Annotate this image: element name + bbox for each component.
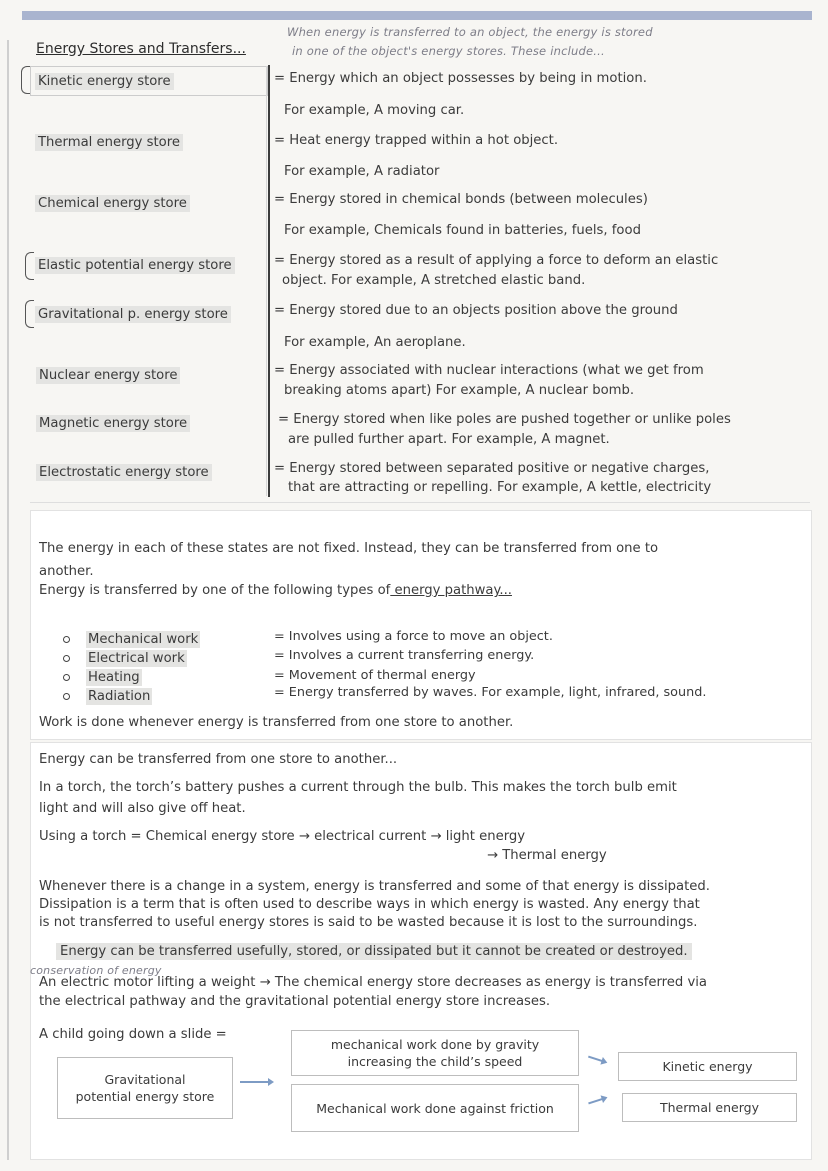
store-definition: = Energy stored when like poles are pushed together or unlike poles	[278, 412, 731, 427]
store-name: Thermal energy store	[35, 134, 183, 151]
store-example: are pulled further apart. For example, A magnet.	[288, 432, 610, 447]
handwritten-note-line1: When energy is transferred to an object, the energy is stored	[287, 25, 653, 39]
torch-line1: In a torch, the torch’s battery pushes a current through the bulb. This makes the torch bulb emit	[39, 780, 677, 795]
friction-work-text: Mechanical work done against friction	[316, 1100, 554, 1116]
store-example: object. For example, A stretched elastic band.	[282, 273, 586, 288]
table-divider	[268, 65, 270, 497]
store-definition: = Energy which an object possesses by being in motion.	[274, 71, 647, 86]
store-name: Elastic potential energy store	[35, 257, 235, 274]
store-definition: = Energy stored as a result of applying a force to deform an elastic	[274, 253, 719, 268]
dissipation-line3: is not transferred to useful energy stores is said to be wasted because it is lost to the surroundings.	[39, 915, 698, 930]
slide-label: A child going down a slide =	[39, 1027, 227, 1042]
transfer-paragraph-line2: another.	[39, 564, 94, 579]
pathway-name: Heating	[88, 670, 140, 685]
examples-intro: Energy can be transferred from one store to another...	[39, 752, 398, 767]
store-name: Nuclear energy store	[36, 367, 180, 384]
store-definition: = Energy associated with nuclear interactions (what we get from	[274, 363, 704, 378]
conservation-law: Energy can be transferred usefully, stored, or dissipated but it cannot be created or destroyed.	[56, 943, 692, 960]
bullet-icon	[63, 655, 70, 662]
store-definition: = Heat energy trapped within a hot object.	[274, 133, 559, 148]
store-example: For example, A moving car.	[284, 103, 465, 118]
transfer-paragraph-line1: The energy in each of these states are not fixed. Instead, they can be transferred from one to	[39, 541, 659, 556]
dissipation-line1: Whenever there is a change in a system, energy is transferred and some of that energy is dissipated.	[39, 879, 710, 894]
gpe-store-box	[57, 1057, 233, 1119]
arrow-icon	[240, 1081, 270, 1083]
pathway-desc: = Energy transferred by waves. For example, light, infrared, sound.	[274, 685, 707, 700]
kinetic-energy-box	[618, 1052, 797, 1081]
mechanical-gravity-line1: mechanical work done by gravity	[330, 1037, 540, 1052]
store-example: that are attracting or repelling. For example, A kettle, electricity	[288, 480, 712, 495]
gpe-store-line2: potential energy store	[75, 1089, 215, 1104]
store-example: For example, An aeroplane.	[284, 335, 466, 350]
pathway-desc: = Movement of thermal energy	[274, 668, 476, 683]
store-name: Kinetic energy store	[35, 73, 174, 90]
torch-energy-chain-thermal: → Thermal energy	[487, 848, 607, 863]
mechanical-gravity-line2: increasing the child’s speed	[347, 1054, 523, 1069]
page-title: Energy Stores and Transfers...	[36, 41, 246, 57]
mechanical-work-gravity-box	[291, 1030, 579, 1076]
work-done-statement: Work is done whenever energy is transferred from one store to another.	[39, 715, 514, 730]
motor-line1: An electric motor lifting a weight → The chemical energy store decreases as energy is transferred via	[39, 975, 707, 990]
store-name: Electrostatic energy store	[36, 464, 212, 481]
torch-line2: light and will also give off heat.	[39, 801, 246, 816]
pathway-name: Electrical work	[88, 651, 185, 666]
bracket-mark	[21, 66, 30, 94]
friction-work-box	[291, 1084, 579, 1132]
bullet-icon	[63, 693, 70, 700]
store-name: Magnetic energy store	[36, 415, 190, 432]
header-bar	[22, 11, 812, 20]
pathway-link-text: energy pathway...	[390, 583, 512, 598]
kinetic-energy-text: Kinetic energy	[662, 1059, 753, 1074]
torch-energy-chain: Using a torch = Chemical energy store → electrical current → light energy	[39, 829, 526, 844]
pathway-name: Mechanical work	[88, 632, 199, 647]
conservation-handnote: conservation of energy	[30, 964, 162, 977]
pathway-name: Radiation	[88, 689, 151, 704]
store-example: For example, Chemicals found in batteries, fuels, food	[284, 223, 641, 238]
pathway-desc: = Involves using a force to move an object.	[274, 629, 553, 644]
bullet-icon	[63, 636, 70, 643]
store-definition: = Energy stored between separated positive or negative charges,	[274, 461, 710, 476]
pathway-intro-text: Energy is transferred by one of the following types of	[39, 583, 391, 598]
gpe-store-line1: Gravitational	[104, 1072, 186, 1087]
store-definition: = Energy stored in chemical bonds (between molecules)	[274, 192, 648, 207]
pathway-intro	[39, 582, 512, 599]
pathway-desc: = Involves a current transferring energy.	[274, 648, 535, 663]
section-divider	[30, 502, 810, 503]
bracket-mark	[25, 300, 34, 328]
handwritten-note-line2: in one of the object's energy stores. These include...	[292, 44, 605, 58]
store-example: For example, A radiator	[284, 164, 440, 179]
thermal-energy-text: Thermal energy	[659, 1100, 759, 1115]
store-name: Chemical energy store	[35, 195, 190, 212]
thermal-energy-box	[622, 1093, 797, 1122]
margin-line	[7, 40, 9, 1160]
motor-line2: the electrical pathway and the gravitational potential energy store increases.	[39, 994, 551, 1009]
bracket-mark	[25, 252, 34, 280]
dissipation-line2: Dissipation is a term that is often used to describe ways in which energy is wasted. Any energy that	[39, 897, 700, 912]
bullet-icon	[63, 674, 70, 681]
store-definition: = Energy stored due to an objects position above the ground	[274, 303, 678, 318]
store-name: Gravitational p. energy store	[35, 306, 231, 323]
store-example: breaking atoms apart) For example, A nuclear bomb.	[284, 383, 635, 398]
